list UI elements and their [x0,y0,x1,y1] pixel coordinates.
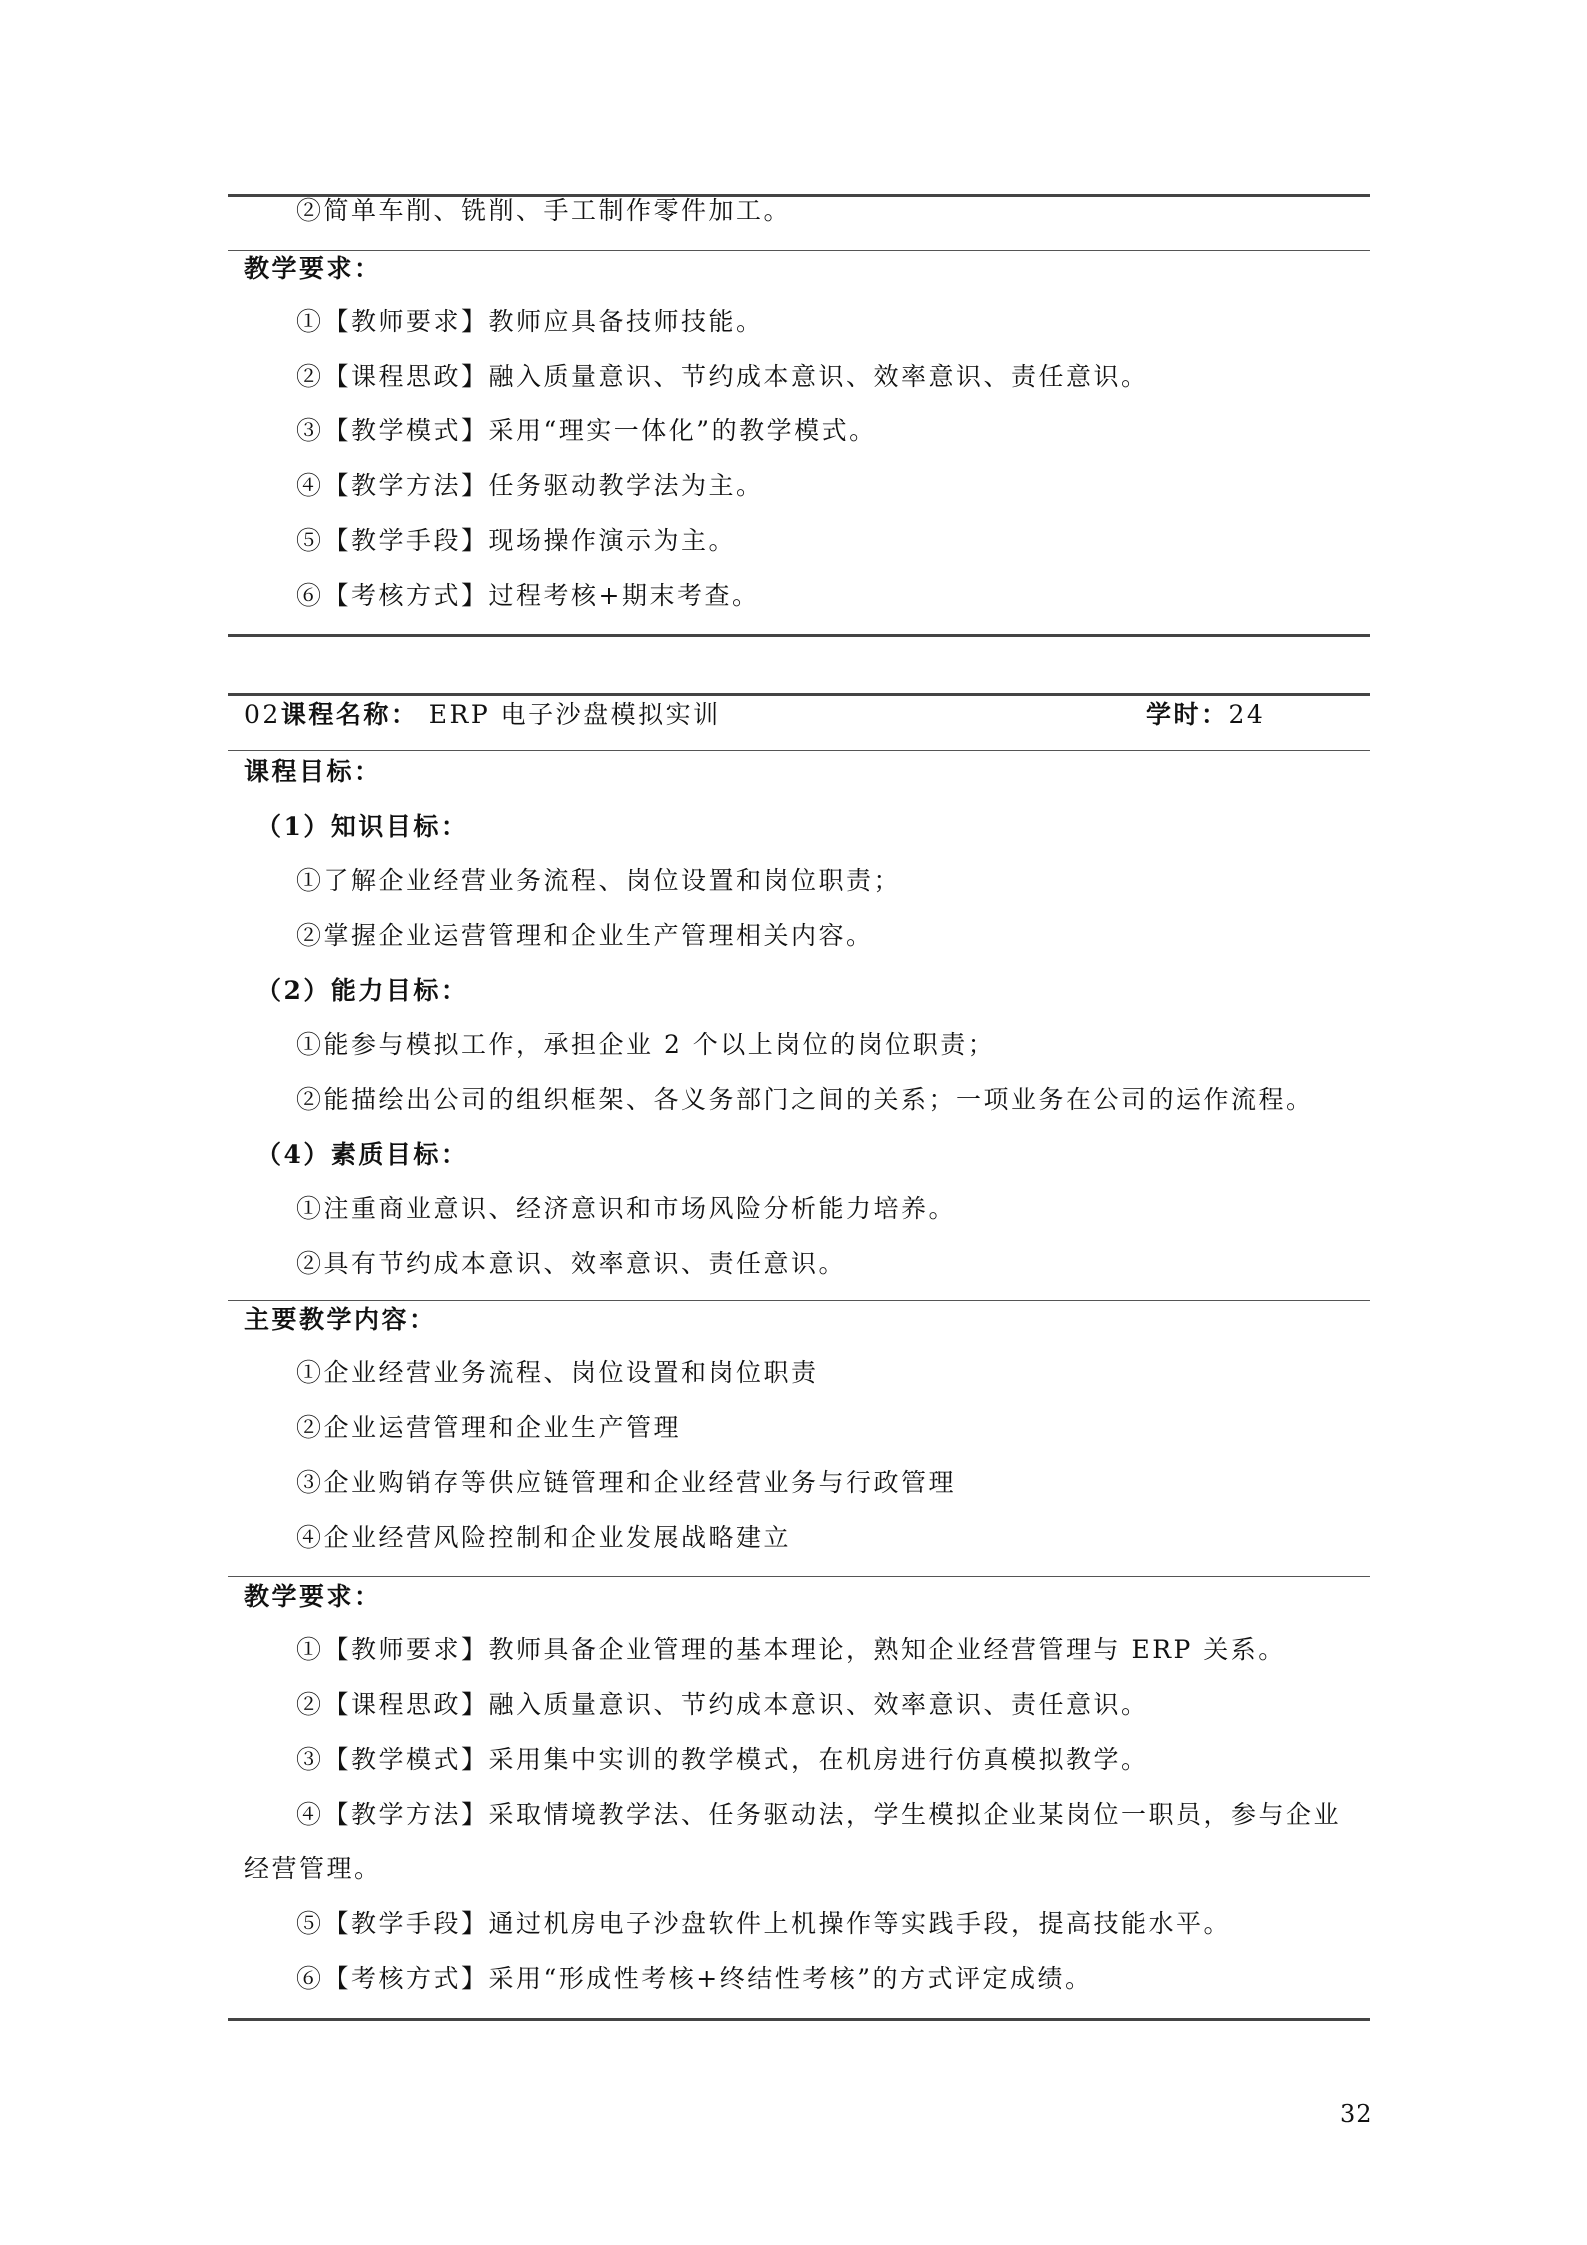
course-name: ERP 电子沙盘模拟实训 [428,700,721,729]
requirement-item: ⑤【教学手段】现场操作演示为主。 [296,526,737,555]
content-item: ④企业经营风险控制和企业发展战略建立 [296,1523,792,1552]
goal-item: ①注重商业意识、经济意识和市场风险分析能力培养。 [296,1194,957,1223]
requirement-item: ②【课程思政】融入质量意识、节约成本意识、效率意识、责任意识。 [296,1690,1149,1719]
content-heading: 主要教学内容： [244,1305,437,1334]
goal-item: ②具有节约成本意识、效率意识、责任意识。 [296,1249,847,1278]
requirement-item: ①【教师要求】教师具备企业管理的基本理论，熟知企业经营管理与 ERP 关系。 [296,1635,1286,1664]
hours-label: 学时： [1146,700,1229,729]
section-divider [228,750,1370,751]
knowledge-goals-heading: （1）知识目标： [256,812,469,841]
table-bottom-rule [228,2018,1370,2021]
requirements-heading: 教学要求： [244,254,382,283]
section-divider [228,1576,1370,1577]
goals-heading: 课程目标： [244,757,382,786]
section-divider [228,250,1370,251]
goal-item: ②能描绘出公司的组织框架、各义务部门之间的关系；一项业务在公司的运作流程。 [296,1085,1314,1114]
quality-goals-heading: （4）素质目标： [256,1140,469,1169]
content-item: ②简单车削、铣削、手工制作零件加工。 [296,196,792,225]
requirement-item: ③【教学模式】采用“理实一体化”的教学模式。 [296,416,877,445]
ability-goals-heading: （2）能力目标： [256,976,469,1005]
requirement-item: ③【教学模式】采用集中实训的教学模式，在机房进行仿真模拟教学。 [296,1745,1149,1774]
requirement-item: ④【教学方法】采取情境教学法、任务驱动法，学生模拟企业某岗位一职员，参与企业 [296,1800,1342,1829]
course-number: 02 [244,700,281,729]
course-header [244,700,721,730]
content-item: ③企业购销存等供应链管理和企业经营业务与行政管理 [296,1468,957,1497]
course-name-label: 课程名称： [280,700,419,729]
requirement-item: ④【教学方法】任务驱动教学法为主。 [296,471,764,500]
goal-item: ①能参与模拟工作，承担企业 2 个以上岗位的岗位职责； [296,1030,996,1059]
requirement-item: ⑥【考核方式】采用“形成性考核+终结性考核”的方式评定成绩。 [296,1964,1093,1993]
content-item: ①企业经营业务流程、岗位设置和岗位职责 [296,1358,819,1387]
course-hours [1146,700,1265,730]
goal-item: ②掌握企业运营管理和企业生产管理相关内容。 [296,921,874,950]
table-bottom-rule [228,634,1370,637]
requirement-item: ⑥【考核方式】过程考核+期末考查。 [296,581,760,610]
requirement-item-continued: 经营管理。 [244,1854,382,1883]
requirement-item: ⑤【教学手段】通过机房电子沙盘软件上机操作等实践手段，提高技能水平。 [296,1909,1232,1938]
hours-value: 24 [1228,700,1266,729]
goal-item: ①了解企业经营业务流程、岗位设置和岗位职责； [296,866,902,895]
section-divider [228,1300,1370,1301]
requirement-item: ②【课程思政】融入质量意识、节约成本意识、效率意识、责任意识。 [296,362,1149,391]
requirement-item: ①【教师要求】教师应具备技师技能。 [296,307,764,336]
table-top-rule [228,693,1370,696]
page-number: 32 [1340,2100,1373,2128]
content-item: ②企业运营管理和企业生产管理 [296,1413,682,1442]
requirements-heading: 教学要求： [244,1582,382,1611]
